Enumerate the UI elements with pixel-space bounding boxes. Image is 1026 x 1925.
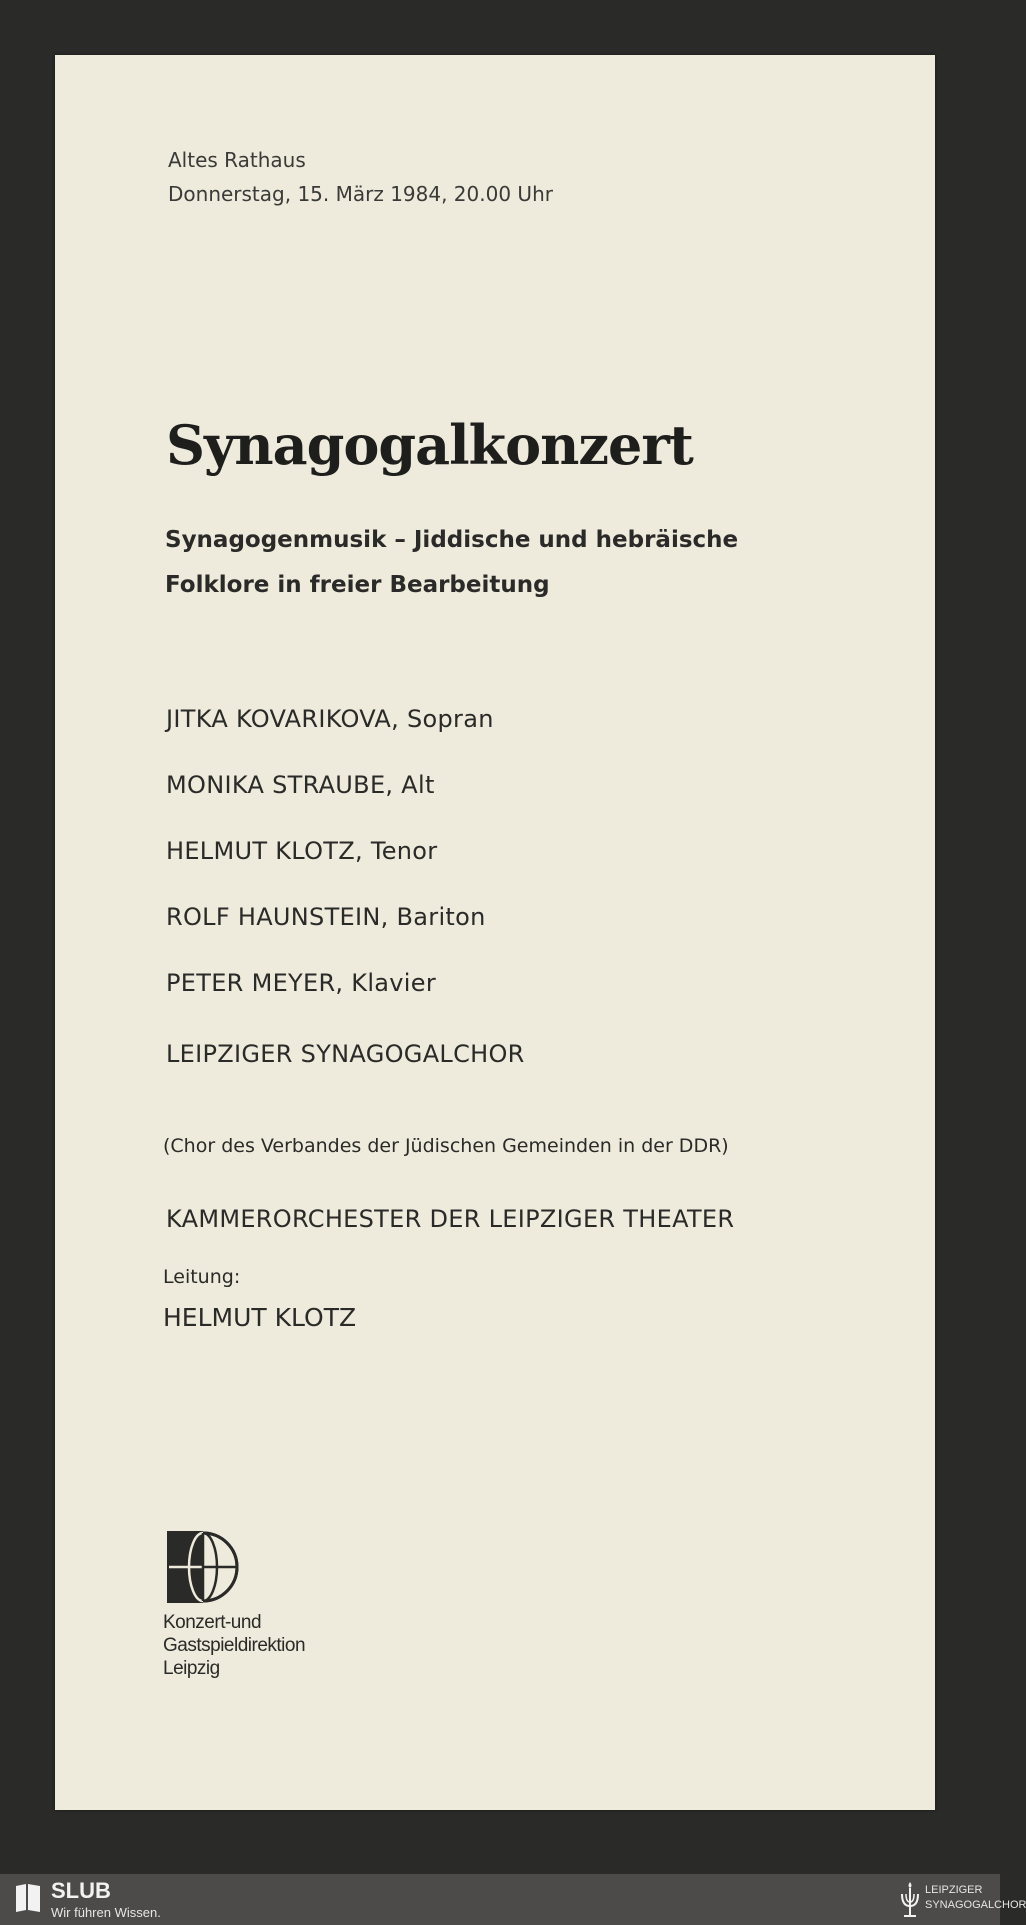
performer-piano: PETER MEYER, Klavier: [166, 969, 437, 997]
menorah-icon: [898, 1880, 922, 1920]
concert-title: Synagogalkonzert: [166, 413, 693, 477]
organizer-name: [163, 1611, 363, 1680]
collection-line-2: SYNAGOGALCHOR: [925, 1899, 1026, 1911]
library-tagline: Wir führen Wissen.: [51, 1905, 161, 1920]
venue-name: Altes Rathaus: [168, 148, 306, 172]
collection-line-1: LEIPZIGER: [925, 1884, 983, 1896]
organizer-globe-logo-icon: [163, 1527, 243, 1607]
program-leaflet: [55, 55, 935, 1810]
slub-book-icon: [14, 1882, 42, 1914]
organizer-line-2: Gastspieldirektion: [163, 1635, 306, 1656]
subtitle-line-1: Synagogenmusik – Jiddische und hebräische: [165, 527, 739, 553]
performer-soprano: JITKA KOVARIKOVA, Sopran: [166, 705, 494, 733]
conductor-name: HELMUT KLOTZ: [163, 1303, 357, 1332]
performer-alto: MONIKA STRAUBE, Alt: [166, 771, 435, 799]
footer-bar: [0, 1874, 1026, 1925]
choir-note: (Chor des Verbandes der Jüdischen Gemeinden in der DDR): [163, 1135, 729, 1157]
library-name: SLUB: [51, 1878, 111, 1903]
performer-choir: LEIPZIGER SYNAGOGALCHOR: [166, 1040, 525, 1068]
collection-label: [925, 1883, 1026, 1913]
organizer-line-1: Konzert-und: [163, 1612, 262, 1633]
performer-tenor: HELMUT KLOTZ, Tenor: [166, 837, 438, 865]
direction-label: Leitung:: [163, 1266, 241, 1288]
performer-orchestra: KAMMERORCHESTER DER LEIPZIGER THEATER: [166, 1205, 735, 1233]
performer-baritone: ROLF HAUNSTEIN, Bariton: [166, 903, 486, 931]
event-datetime: Donnerstag, 15. März 1984, 20.00 Uhr: [168, 182, 553, 206]
organizer-line-3: Leipzig: [163, 1658, 220, 1679]
venue-block: [168, 143, 553, 211]
concert-subtitle: [165, 518, 805, 608]
subtitle-line-2: Folklore in freier Bearbeitung: [165, 572, 550, 598]
